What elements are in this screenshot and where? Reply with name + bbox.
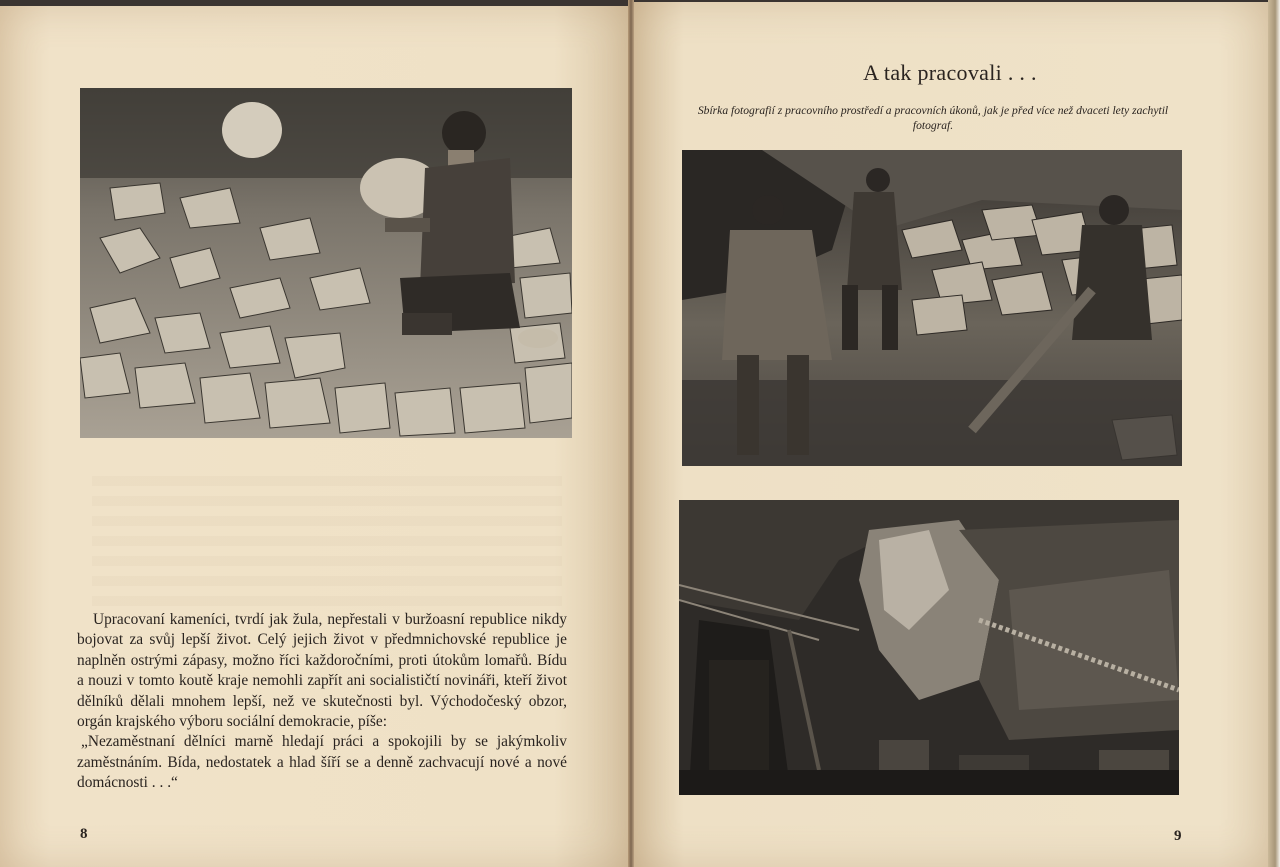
page-number-right: 9 bbox=[1174, 828, 1182, 844]
paragraph: Upracovaní kameníci, tvrdí jak žula, nepřestali v buržoasní republice nikdy bojovat za svůj lepší život. Celý jejich život v předmnichovské republice je naplněn ostrými zápasy, možno říci každoročními, proti útokům lomařů. Bídu a nouzi v tomto koutě kraje nemohli zapřít ani socialističtí novináři, kteří život dělníků dělali mnohem lepší, než ve skutečnosti byl. Východočeský obzor, orgán krajského výboru sociální demokracie, píše: bbox=[77, 611, 567, 731]
page-number-left: 8 bbox=[80, 826, 88, 842]
quotation: „Nezaměstnaní dělníci marně hledají práci a spokojili by se jakýmkoliv zaměstnáním. Bída, nedostatek a hlad šíří se a denně zachvacují nové a nové domácnosti . . .“ bbox=[77, 733, 567, 792]
section-heading: A tak pracovali . . . bbox=[863, 60, 1037, 85]
book-gutter bbox=[628, 0, 634, 867]
photo-quarry-workers bbox=[682, 150, 1182, 466]
section-subtitle: Sbírka fotografií z pracovního prostředí a pracovních úkonů, jak je před více než dvaceti lety zachytil fotograf. bbox=[697, 104, 1169, 132]
article-body bbox=[77, 610, 567, 794]
page-edge bbox=[1268, 0, 1280, 867]
bleed-through-area bbox=[92, 476, 562, 606]
photo-stonecutter bbox=[80, 88, 572, 438]
photo-rock-face bbox=[679, 500, 1179, 795]
